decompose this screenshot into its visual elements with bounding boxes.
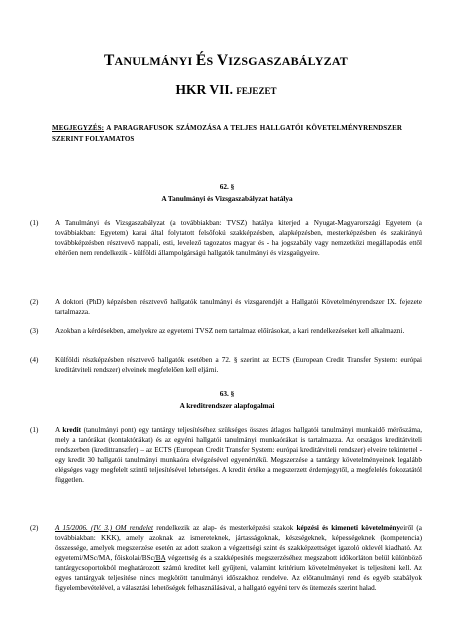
- text-run: eiről (a továbbiakban: KKK), amely azoknak az ismereteknek, jártasságoknak, készségeknek, képességeknek (kompetencia) összessége, amelyek megszerzése esetén az adott szakon a végzettségi szint és szakképzettséget igazoló oklevél kiadható. Az egyetemi/MSc/MA, főiskolai/BSc: [55, 524, 422, 562]
- note-label: MEGJEGYZÉS:: [52, 124, 105, 132]
- paragraph-text: Azokban a kérdésekben, amelyekre az egyetemi TVSZ nem tartalmaz előírásokat, a kari rendelkezéseket kell alkalmazni.: [55, 327, 405, 335]
- document-title-text: [104, 53, 348, 68]
- term-kkk: képzési és kimeneti követelmény: [296, 524, 400, 532]
- chapter-heading-text: HKR VII. fejezet: [175, 82, 277, 97]
- paragraph-text: [55, 523, 422, 593]
- title-rest: IZSGASZABÁLYZAT: [228, 54, 349, 68]
- title-initial: T: [103, 52, 115, 69]
- section-62-paragraph-4: [30, 355, 422, 375]
- section-62-number: 62. §: [219, 182, 235, 191]
- paragraph-text: Külföldi részképzésben résztvevő hallgatók esetében a 72. § szerint az ECTS (European Credit Transfer System: európai kreditátviteli rendszer) elveinek megfelelően kell eljárni.: [55, 356, 422, 374]
- section-62-paragraph-3: [30, 326, 422, 336]
- paragraph-text: A doktori (PhD) képzésben résztvevő hallgatók tanulmányi és vizsgarendjét a Hallgatói Követelményrendszer IX. fejezete tartalmazza.: [55, 298, 422, 316]
- section-62-paragraph-1: [30, 218, 422, 258]
- paragraph-text: [55, 425, 422, 485]
- paragraph-number: (2): [30, 524, 39, 532]
- paragraph-number: (4): [30, 356, 39, 364]
- section-62-title: A Tanulmányi és Vizsgaszabályzat hatálya: [161, 194, 293, 203]
- title-initial: É: [195, 52, 207, 69]
- paragraph-number: (2): [30, 298, 39, 306]
- chapter-heading: [0, 82, 452, 98]
- decree-reference: A 15/2006. (IV. 3.) OM rendelet: [55, 524, 154, 532]
- paragraph-number: (3): [30, 327, 39, 335]
- section-63-paragraph-2: [30, 523, 422, 593]
- numbering-note: [52, 123, 402, 145]
- title-rest: ANULMÁNYI: [114, 54, 193, 68]
- paragraph-text: A Tanulmányi és Vizsgaszabályzat (a továbbiakban: TVSZ) hatálya kiterjed a Nyugat-Magyarországi Egyetem (a továbbiakban: Egyetem) karai által folytatott felsőfokú szakképzésben, alapképzésben, mesterképzésben és szakirányú továbbképzésben résztvevő nappali, esti, levelező tagozatos magyar és - ha jogszabály vagy nemzetközi megállapodás ettől eltérően nem rendelkezik - külföldi állampolgárságú hallgatók tanulmányi és vizsgaügyeire.: [55, 219, 422, 257]
- text-run: (tanulmányi pont) egy tantárgy teljesítéséhez szükséges összes átlagos hallgatói tanulmányi munkaidő mérőszáma, mely a tanórákat (kontaktórákat) és az egyéni hallgatói tanulmányi munkaórákat is tartalmazza. Az országos kreditátviteli rendszerben (kredittranszfer) – az ECTS (European Credit Transfer System: európai kreditátviteli rendszer) elveire tekintettel - egy kredit 30 hallgatói tanulmányi munkaóra elvégzésével egyenértékű. Megszerzése a tantárgy követelményeinek legalább elégséges vagy megfelelt szintű teljesítésével lehetséges. A kredit értéke a megszerzett érdemjegytől, a megfelelés fokozatától független.: [55, 426, 422, 484]
- title-initial: V: [216, 52, 229, 69]
- note-text: A PARAGRAFUSOK SZÁMOZÁSA A TELJES HALLGATÓI KÖVETELMÉNYRENDSZER SZERINT FOLYAMATOS: [52, 124, 402, 143]
- section-63-paragraph-1: [30, 425, 422, 485]
- document-title: [0, 52, 452, 70]
- text-run: A: [55, 426, 63, 434]
- section-62-paragraph-2: [30, 297, 422, 317]
- text-run: végzettség és a szakképesítés megszerzéséhez megszabott időkorláton belül különböző tantárgycsoportokból meghatározott számú kreditet kell gyűjteni, valamint kritérium követelményeket is teljesíteni kell. Az egyes tantárgyak teljesítése nincs megkötött tanulmányi időszakhoz rendelve. Az előtanulmányi rend és egyéb szabályok figyelembevételével, a választási lehetőségek felhasználásával, a hallgató egyéni terv és ütemezés szerint halad.: [55, 554, 422, 592]
- term-kredit: kredit: [62, 426, 81, 434]
- title-rest: S: [206, 54, 214, 68]
- text-run: rendelkezik az alap- és mesterképzési szakok: [153, 524, 297, 532]
- underlined-ba: /BA: [153, 554, 166, 562]
- paragraph-number: (1): [30, 219, 39, 227]
- paragraph-number: (1): [30, 426, 39, 434]
- section-63-title: A kreditrendszer alapfogalmai: [179, 401, 275, 410]
- section-63-number: 63. §: [219, 389, 235, 398]
